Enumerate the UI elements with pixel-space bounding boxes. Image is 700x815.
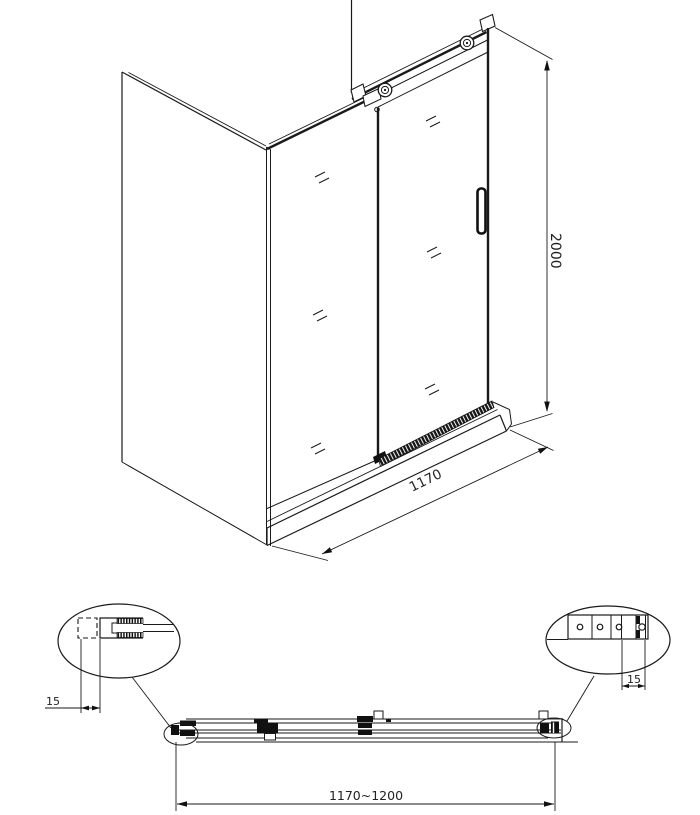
- detail-ellipse-left: [58, 604, 180, 678]
- wall-profile-dashed: [78, 618, 97, 638]
- dim-height: [495, 28, 563, 428]
- top-rail: [351, 15, 495, 108]
- dim-left-clearance: [45, 639, 100, 713]
- roller-right: [460, 36, 474, 50]
- track-clip: [539, 711, 548, 719]
- bottom-track: [379, 401, 495, 467]
- side-panel: [122, 72, 267, 545]
- corner-post: [267, 147, 271, 546]
- detail-left: [45, 604, 180, 728]
- glass-marks: [311, 116, 441, 454]
- track-plan: [164, 711, 578, 745]
- dim-right-clearance-label: 15: [627, 673, 641, 686]
- dim-overall-range-label: 1170~1200: [328, 788, 404, 803]
- knurl-top: [117, 619, 143, 624]
- dim-left-clearance-label: 15: [46, 695, 60, 708]
- isometric-view: [122, 0, 563, 561]
- fixed-panel: [266, 91, 379, 510]
- knurl-bottom: [117, 633, 143, 638]
- roller-left: [378, 83, 392, 97]
- channel-inner: [112, 623, 143, 633]
- leader-left: [132, 677, 171, 728]
- detail-right: [546, 606, 670, 721]
- dim-width-label: 1170: [406, 466, 445, 496]
- door-handle: [478, 189, 486, 234]
- plan-view: [45, 604, 670, 811]
- dim-overall-range: [176, 742, 555, 811]
- leader-right: [567, 676, 594, 721]
- dim-right-clearance: [622, 640, 645, 690]
- track-carriage-mid: [254, 719, 278, 741]
- base-tray: [267, 402, 512, 546]
- dim-height-label: 2000: [547, 233, 563, 269]
- rail-bar-plan: [547, 615, 648, 640]
